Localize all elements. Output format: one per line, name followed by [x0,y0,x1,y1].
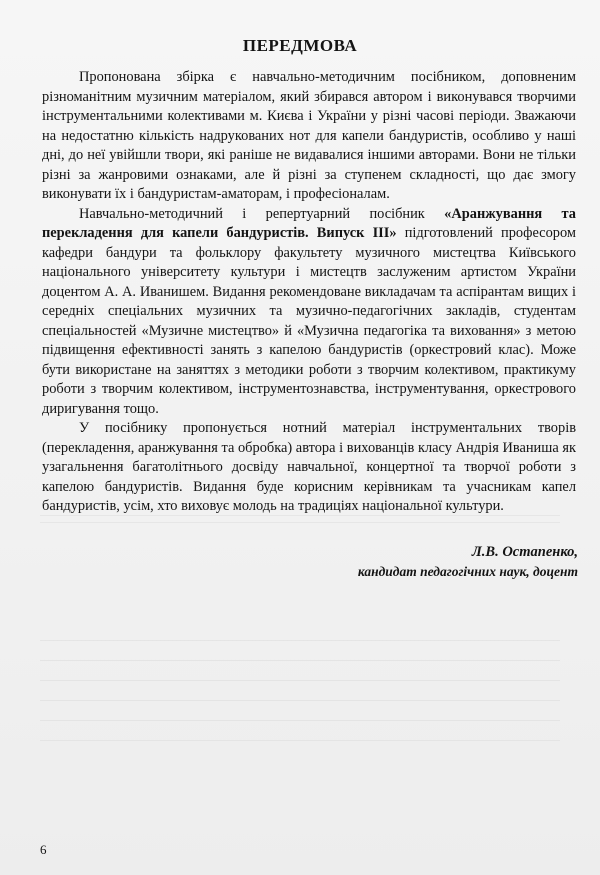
page-number: 6 [40,842,47,857]
signature-block [358,542,578,582]
paragraph-text: Навчально-методичний і репертуарний посібник [79,205,445,222]
paragraph: У посібнику пропонується нотний матеріал інструментальних творів (перекладення, аранжування та обробка) автора і вихованців класу Андрія Иваниша як узагальнення багатолітнього досвіду навчальної, концертної та творчої роботи з капелою бандуристів. Видання буде корисним керівникам та учасникам капел бандуристів, усім, хто виховує молодь на традиціях національної культури. [42,420,576,514]
signature-name: Л.В. Остапенко, [471,544,578,560]
signature-title: кандидат педагогічних наук, доцент [357,564,578,579]
page-title: ПЕРЕДМОВА [242,36,358,55]
paragraph [42,205,576,420]
paragraph: Пропонована збірка є навчально-методичним посібником, доповненим різноманітним музичним матеріалом, який збирався автором і виконувався творчими інструментальними колективами м. Києва і України у різні часові періоди. Зважаючи на недостатню кількість надрукованих нот для капели бандуристів, особливо у наші дні, до неї увійшли твори, які раніше не видавалися іншими авторами. Вони не тільки різні за жанровими ознаками, але й різні за ступенем складності, що дає змогу виконувати їх і бандуристам-аматорам, і професіоналам. [42,69,576,202]
body-text [42,68,576,517]
book-title: «Аранжування та перекладення для капели бандуристів. Випуск ІІІ» [42,205,576,241]
paragraph-text: підготовлений професором кафедри бандури та фольклору факультету музичного мистецтва Київського національного університету культури і мистецтв заслуженим артистом України доцентом А. А. Иванишем. Видання рекомендоване викладачам та аспірантам вищих і середніх спеціальних музичних та музично-педагогічних закладів, студентам спеціальностей «Музичне мистецтво» й «Музична педагогіка та виховання» з метою підвищення ефективності занять з капелою бандуристів (оркестровий клас). Може бути використане на заняттях з методики роботи з творчим колективом, практикуму роботи з творчим колективом, інструментознавства, інструментування, оркестрового диригування тощо. [42,225,576,417]
